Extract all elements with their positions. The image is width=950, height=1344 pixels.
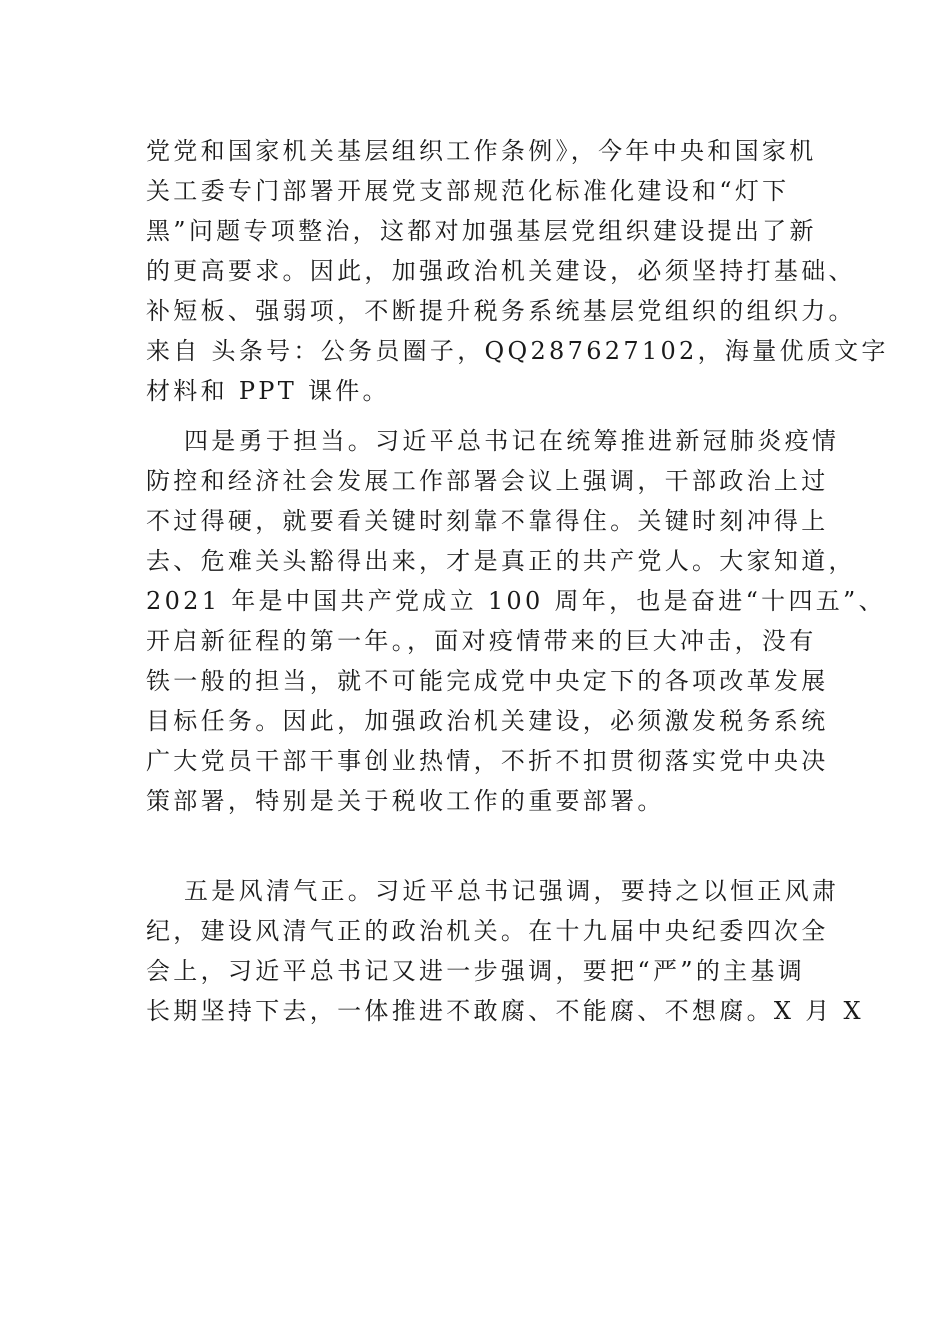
text-line: 会上，习近平总书记又进一步强调，要把“严”的主基调 [146, 957, 806, 985]
paragraph-1 [146, 131, 889, 411]
text-line: 2021 年是中国共产党成立 100 周年，也是奋进“十四五”、 [146, 587, 886, 615]
text-line: 的更高要求。因此，加强政治机关建设，必须坚持打基础、 [146, 257, 856, 285]
text-line: 不过得硬，就要看关键时刻靠不靠得住。关键时刻冲得上 [146, 507, 829, 535]
document-body [146, 131, 889, 1031]
text-line: 策部署，特别是关于税收工作的重要部署。 [146, 787, 665, 815]
text-line: 来自 头条号：公务员圈子，QQ287627102，海量优质文字 [146, 337, 889, 365]
text-line: 目标任务。因此，加强政治机关建设，必须激发税务系统 [146, 707, 829, 735]
text-line: 四是勇于担当。习近平总书记在统筹推进新冠肺炎疫情 [184, 427, 840, 455]
text-line: 防控和经济社会发展工作部署会议上强调，干部政治上过 [146, 467, 829, 495]
text-line: 材料和 PPT 课件。 [146, 377, 390, 405]
text-line: 关工委专门部署开展党支部规范化标准化建设和“灯下 [146, 177, 790, 205]
text-line: 去、危难关头豁得出来，才是真正的共产党人。大家知道， [146, 547, 856, 575]
text-line: 铁一般的担当，就不可能完成党中央定下的各项改革发展 [146, 667, 829, 695]
text-line: 纪，建设风清气正的政治机关。在十九届中央纪委四次全 [146, 917, 829, 945]
text-line: 长期坚持下去，一体推进不敢腐、不能腐、不想腐。X 月 X [146, 997, 864, 1025]
text-line: 广大党员干部干事创业热情，不折不扣贯彻落实党中央决 [146, 747, 829, 775]
text-line: 补短板、强弱项，不断提升税务系统基层党组织的组织力。 [146, 297, 856, 325]
paragraph-3 [146, 871, 864, 1031]
text-line: 黑”问题专项整治，这都对加强基层党组织建设提出了新 [146, 217, 817, 245]
paragraph-2 [146, 421, 886, 861]
text-line: 开启新征程的第一年。，面对疫情带来的巨大冲击，没有 [146, 627, 817, 655]
text-line [146, 821, 806, 861]
text-line: 五是风清气正。习近平总书记强调，要持之以恒正风肃 [184, 877, 840, 905]
text-line: 党党和国家机关基层组织工作条例》，今年中央和国家机 [146, 137, 817, 165]
